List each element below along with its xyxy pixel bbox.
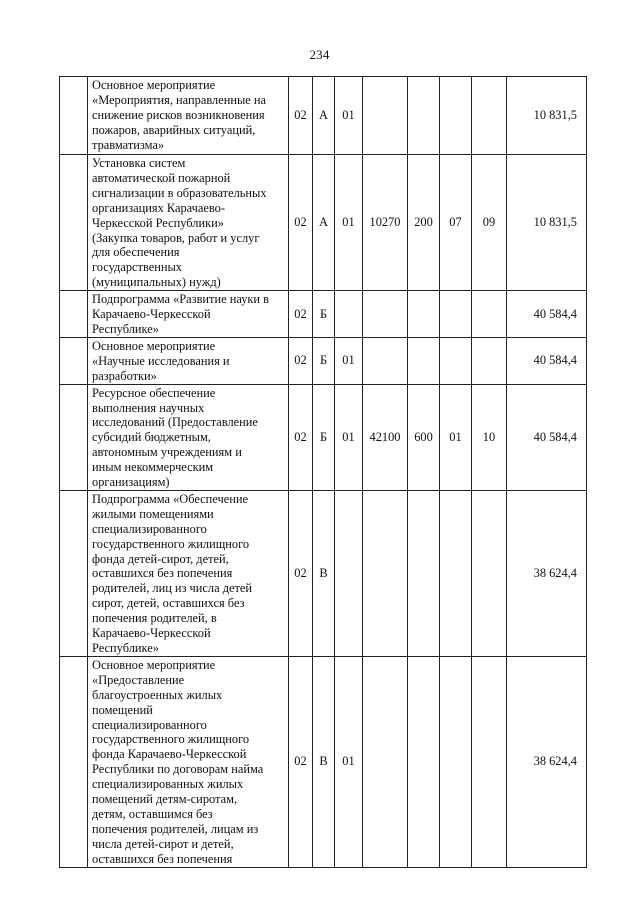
code-sub-cell: Б	[313, 291, 335, 338]
code-expense-type-cell	[408, 291, 440, 338]
table-row	[60, 656, 587, 867]
code-event-cell	[335, 291, 363, 338]
code-subsection-cell	[472, 77, 507, 155]
item-name-cell	[88, 490, 289, 656]
code-subsection-cell: 09	[472, 155, 507, 291]
table-row	[60, 384, 587, 490]
code-section-cell	[440, 490, 472, 656]
row-number-cell	[60, 337, 88, 384]
code-direction-cell: 10270	[363, 155, 408, 291]
code-subsection-cell	[472, 337, 507, 384]
code-section-cell	[440, 656, 472, 867]
code-event-cell: 01	[335, 384, 363, 490]
budget-table	[59, 76, 587, 868]
item-name: Подпрограмма «Обеспечение жилыми помещениями специализированного государственного жилищного фонда детей-сирот, детей, оставшихся без попечения родителей, лиц из числа детей сирот, детей, оставшихся без попечения родителей, в Карачаево-Черкесской Республике»	[92, 491, 253, 655]
item-name-cell	[88, 77, 289, 155]
code-expense-type-cell: 600	[408, 384, 440, 490]
row-number-cell	[60, 384, 88, 490]
item-name-cell	[88, 384, 289, 490]
item-name-cell	[88, 337, 289, 384]
code-subsection-cell	[472, 291, 507, 338]
code-direction-cell	[363, 337, 408, 384]
code-main-cell: 02	[289, 77, 313, 155]
table-row	[60, 77, 587, 155]
amount-cell: 10 831,5	[507, 155, 587, 291]
code-event-cell: 01	[335, 656, 363, 867]
item-name: Ресурсное обеспечение выполнения научных исследований (Предоставление субсидий бюджетным, автономным учреждениям и иным некоммерческим организациям)	[92, 385, 258, 490]
amount-cell: 38 624,4	[507, 656, 587, 867]
code-expense-type-cell: 200	[408, 155, 440, 291]
code-expense-type-cell	[408, 656, 440, 867]
code-main-cell: 02	[289, 337, 313, 384]
code-sub-cell: Б	[313, 337, 335, 384]
code-sub-cell: А	[313, 155, 335, 291]
code-main-cell: 02	[289, 291, 313, 338]
row-number-cell	[60, 490, 88, 656]
row-number-cell	[60, 155, 88, 291]
code-sub-cell: А	[313, 77, 335, 155]
code-sub-cell: В	[313, 490, 335, 656]
code-direction-cell	[363, 77, 408, 155]
item-name-cell	[88, 155, 289, 291]
code-direction-cell: 42100	[363, 384, 408, 490]
code-main-cell: 02	[289, 490, 313, 656]
item-name: Установка систем автоматической пожарной сигнализации в образовательных организациях Карачаево- Черкесской Республики» (Закупка товаров, работ и услуг для обеспечения государственных (муниципальных) нужд)	[92, 156, 267, 290]
code-section-cell	[440, 337, 472, 384]
code-section-cell	[440, 291, 472, 338]
item-name: Основное мероприятие «Предоставление благоустроенных жилых помещений специализированного государственного жилищного фонда Карачаево-Черкесской Республики по договорам найма специализированных жилых помещений детям-сиротам, детям, оставшимся без попечения родителей, лицам из числа детей-сирот и детей, оставшихся без попечения	[92, 657, 264, 866]
code-event-cell: 01	[335, 155, 363, 291]
code-sub-cell: В	[313, 656, 335, 867]
row-number-cell	[60, 77, 88, 155]
code-section-cell: 07	[440, 155, 472, 291]
code-subsection-cell: 10	[472, 384, 507, 490]
table-row	[60, 155, 587, 291]
code-event-cell	[335, 490, 363, 656]
code-section-cell	[440, 77, 472, 155]
table-row	[60, 337, 587, 384]
table-row	[60, 291, 587, 338]
item-name: Основное мероприятие «Научные исследования и разработки»	[92, 338, 230, 383]
code-direction-cell	[363, 291, 408, 338]
code-expense-type-cell	[408, 337, 440, 384]
code-event-cell: 01	[335, 337, 363, 384]
code-expense-type-cell	[408, 490, 440, 656]
code-event-cell: 01	[335, 77, 363, 155]
amount-cell: 10 831,5	[507, 77, 587, 155]
code-sub-cell: Б	[313, 384, 335, 490]
table-row	[60, 490, 587, 656]
row-number-cell	[60, 291, 88, 338]
amount-cell: 40 584,4	[507, 291, 587, 338]
item-name-cell	[88, 656, 289, 867]
item-name-cell	[88, 291, 289, 338]
code-subsection-cell	[472, 490, 507, 656]
code-direction-cell	[363, 490, 408, 656]
amount-cell: 38 624,4	[507, 490, 587, 656]
row-number-cell	[60, 656, 88, 867]
code-subsection-cell	[472, 656, 507, 867]
code-expense-type-cell	[408, 77, 440, 155]
item-name: Основное мероприятие «Мероприятия, направленные на снижение рисков возникновения пожаров, аварийных ситуаций, травматизма»	[92, 78, 267, 152]
code-main-cell: 02	[289, 155, 313, 291]
code-direction-cell	[363, 656, 408, 867]
amount-cell: 40 584,4	[507, 384, 587, 490]
item-name: Подпрограмма «Развитие науки в Карачаево-Черкесской Республике»	[92, 292, 269, 336]
code-main-cell: 02	[289, 384, 313, 490]
page-number: 234	[309, 47, 330, 62]
amount-cell: 40 584,4	[507, 337, 587, 384]
code-section-cell: 01	[440, 384, 472, 490]
code-main-cell: 02	[289, 656, 313, 867]
